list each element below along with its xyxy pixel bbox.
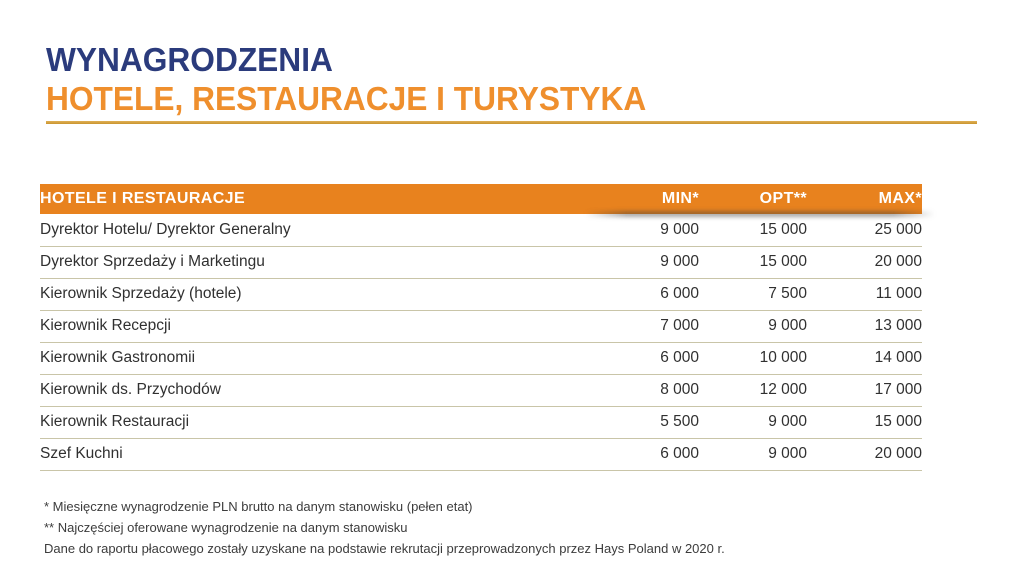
max-cell: 20 000 (874, 445, 922, 462)
min-cell: 6 000 (660, 445, 699, 462)
footnote-data-source: Dane do raportu płacowego zostały uzyskane na podstawie rekrutacji przeprowadzonych przez Hays Poland w 2020 r. (44, 541, 725, 556)
position-cell: Dyrektor Sprzedaży i Marketingu (40, 253, 265, 270)
position-cell: Kierownik Gastronomii (40, 349, 196, 366)
footnotes (44, 496, 725, 559)
position-cell: Szef Kuchni (40, 445, 123, 462)
table-row (40, 374, 922, 406)
page-subtitle: HOTELE, RESTAURACJE I TURYSTYKA (46, 80, 647, 117)
opt-cell: 15 000 (759, 220, 807, 238)
opt-cell: 9 000 (768, 413, 807, 430)
position-cell: Kierownik Recepcji (40, 317, 171, 334)
table-header-row (40, 184, 922, 214)
opt-cell: 15 000 (759, 253, 807, 270)
min-cell: 5 500 (660, 413, 699, 430)
table-row (40, 438, 922, 470)
max-cell: 15 000 (874, 413, 922, 430)
page-title: WYNAGRODZENIA (46, 41, 333, 78)
table-row (40, 310, 922, 342)
table-row (40, 342, 922, 374)
column-header-position: HOTELE I RESTAURACJE (40, 190, 246, 207)
max-cell: 25 000 (874, 220, 922, 238)
min-cell: 9 000 (660, 220, 699, 238)
opt-cell: 10 000 (759, 349, 807, 366)
table-row (40, 214, 922, 246)
table-row (40, 278, 922, 310)
position-cell: Kierownik ds. Przychodów (40, 381, 221, 398)
position-cell: Dyrektor Hotelu/ Dyrektor Generalny (40, 220, 291, 238)
min-cell: 6 000 (660, 285, 699, 302)
opt-cell: 12 000 (759, 381, 807, 398)
table-row (40, 246, 922, 278)
opt-cell: 9 000 (768, 317, 807, 334)
max-cell: 13 000 (874, 317, 922, 334)
min-cell: 9 000 (660, 253, 699, 270)
min-cell: 6 000 (660, 349, 699, 366)
column-header-max: MAX* (878, 190, 922, 207)
max-cell: 14 000 (874, 349, 922, 366)
table-row (40, 406, 922, 438)
salary-table (40, 184, 922, 471)
column-header-min: MIN* (661, 190, 699, 207)
max-cell: 11 000 (875, 285, 922, 302)
footnote-most-offered: ** Najczęściej oferowane wynagrodzenie na danym stanowisku (44, 520, 408, 535)
opt-cell: 9 000 (768, 445, 807, 462)
min-cell: 8 000 (660, 381, 699, 398)
max-cell: 17 000 (874, 381, 922, 398)
min-cell: 7 000 (660, 317, 699, 334)
position-cell: Kierownik Sprzedaży (hotele) (40, 285, 242, 302)
max-cell: 20 000 (874, 253, 922, 270)
footnote-monthly-salary: * Miesięczne wynagrodzenie PLN brutto na danym stanowisku (pełen etat) (44, 499, 473, 514)
position-cell: Kierownik Restauracji (40, 413, 190, 430)
title-divider (46, 121, 977, 124)
opt-cell: 7 500 (768, 285, 807, 302)
column-header-opt: OPT** (759, 190, 807, 207)
